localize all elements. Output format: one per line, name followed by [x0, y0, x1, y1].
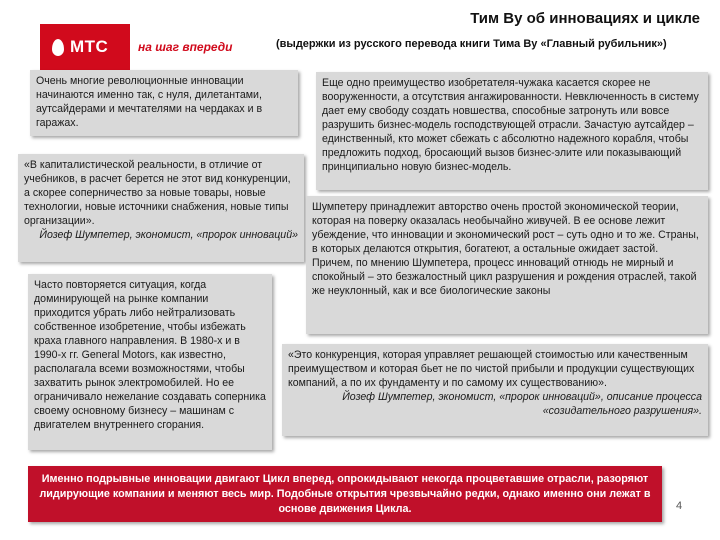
text-box-general-motors [28, 274, 272, 450]
quote-box-schumpeter-1 [18, 154, 304, 262]
text-box-schumpeter-theory [306, 196, 708, 334]
quote-box-schumpeter-2 [282, 344, 708, 436]
page-number: 4 [676, 500, 683, 512]
quote-signature: Йозеф Шумпетер, экономист, «пророк инноваций», описание процесса «созидательного разрушения». [342, 391, 702, 417]
egg-icon [52, 39, 64, 56]
slide-subtitle: (выдержки из русского перевода книги Тима Ву «Главный рубильник») [276, 38, 667, 50]
mts-logo [40, 24, 260, 70]
text-box-inventor-advantage [316, 72, 708, 190]
banner-text: Именно подрывные инновации двигают Цикл вперед, опрокидывают некогда процветавшие отрасли, разоряют лидирующие компании и меняют весь мир. Подобные открытия чрезвычайно редки, однако именно они лежат в основе движения Цикла. [39, 472, 651, 515]
quote-text: «Это конкуренция, которая управляет решающей стоимостью или качественным преимуществом и которая бьет не по чистой прибыли и продукции существующих компаний, а по их фундаменту и по самому их существованию». [288, 349, 695, 389]
logo-red-block [40, 24, 130, 70]
logo-slogan: на шаг впереди [138, 40, 233, 54]
quote-signature: Йозеф Шумпетер, экономист, «пророк инноваций» [39, 229, 298, 241]
text-box-outsiders [30, 70, 298, 136]
box-text: Очень многие революционные инновации начинаются именно так, с нуля, дилетантами, аутсайдерами и мечтателями на чердаках и в гаражах. [36, 75, 263, 129]
box-text: Часто повторяется ситуация, когда доминирующей на рынке компании приходится убрать либо нейтрализовать собственное изобретение, чтобы избежать краха главного направления. В 1980-х и в 1990-х гг. General Motors, как известно, располагала всеми возможностями, чтобы захватить рынок электромобилей. Но ее ограничивало нежелание создавать соперника своему основному бизнесу – машинам с двигателем внутреннего сгорания. [34, 279, 266, 431]
logo-brand: МТС [70, 37, 109, 56]
quote-text: «В капиталистической реальности, в отличие от учебников, в расчет берется не этот вид конкуренции, а скорее соперничество за новые товары, новые технологии, новые источники снабжения, новые типы организации». [24, 159, 291, 227]
slide-title: Тим Ву об инновациях и цикле [470, 10, 700, 27]
conclusion-banner [28, 466, 662, 522]
box-text: Еще одно преимущество изобретателя-чужака касается скорее не вооруженности, а отсутствия ангажированности. Невключенность в систему дает ему свободу создать новшества, способные затронуть или вовсе разрушить бизнес-модель господствующей отрасли. Зачастую аутсайдер – единственный, кто может сбежать с абсолютно надежного корабля, чтобы предложить подход, бросающий вызов бизнес-элите или показывающий принципиально новую бизнес-модель. [322, 77, 699, 173]
box-text: Шумпетеру принадлежит авторство очень простой экономической теории, которая на поверку оказалась необычайно живучей. В ее основе лежит убеждение, что инновации и экономический рост – суть одно и то же. Страны, в которых делаются открытия, богатеют, а остальные ожидает застой. Причем, по мнению Шумпетера, процесс инноваций отнюдь не мирный и спокойный – это безжалостный цикл разрушения и рождения отраслей, такой же неуклонный, как и все биологические законы [312, 201, 699, 297]
